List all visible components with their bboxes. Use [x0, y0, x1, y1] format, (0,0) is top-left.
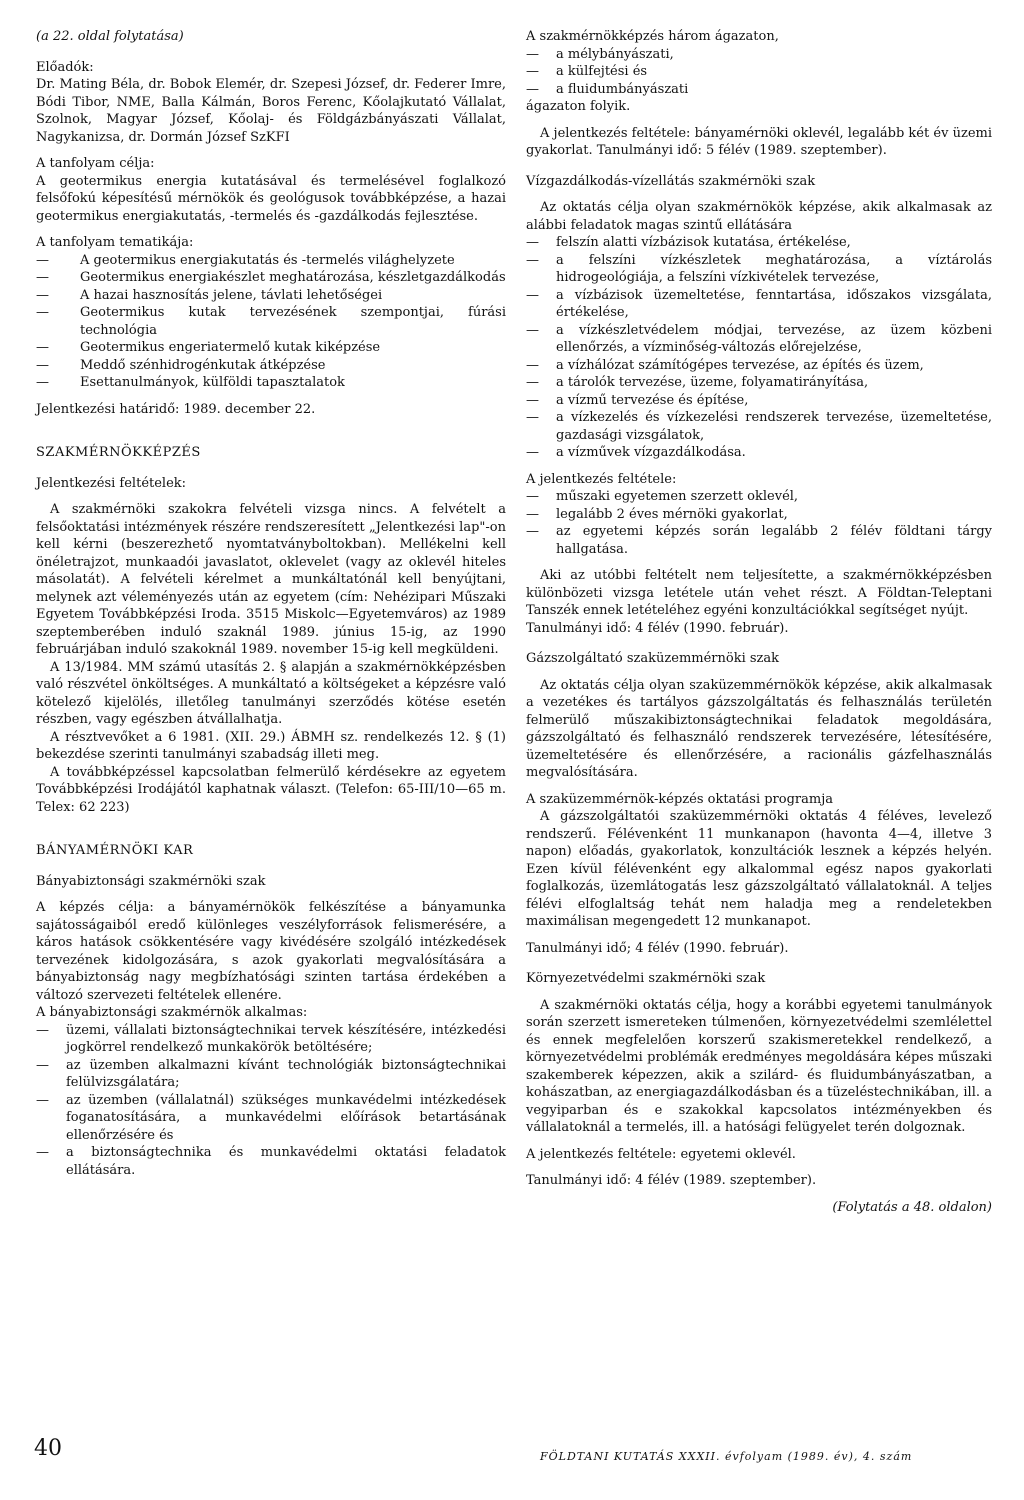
conditions-label: Jelentkezési feltételek:	[36, 475, 187, 491]
list-item: — legalább 2 éves mérnöki gyakorlat,	[526, 506, 788, 522]
list-item: — a tárolók tervezése, üzeme, folyamatirányítása,	[526, 375, 869, 390]
list-item: — A hazai hasznosítás jelene, távlati lehetőségei	[36, 287, 383, 303]
list-item: — Geotermikus engeriatermelő kutak kiképzése	[36, 340, 381, 355]
section-title-szakmernokkepzes: SZAKMÉRNÖKKÉPZÉS	[36, 445, 201, 460]
list-item: — a vízbázisok üzemeltetése, fenntartása, időszakos vizsgálata, értékelése,	[526, 287, 992, 320]
bany-list	[36, 1022, 506, 1180]
bany-aim: A képzés célja: a bányamérnökök felkészítése a bányamunka sajátosságaiból eredő különleges veszélyforrások felismerésére, a káros hatások csökkentésére vagy kivédésére szolgáló intézkedések tervezének kidolgozására, s azok gyakorlati megvalósítására a bányabiztonság nagy megbízhatósági szinten tartása érdekében a változó szervezeti feltételek ellenére.	[36, 900, 506, 1003]
viz-duration: Tanulmányi idő: 4 félév (1990. február).	[526, 620, 789, 636]
list-item: — a vízmű tervezése és építése,	[526, 392, 749, 408]
list-item: — az üzemben alkalmazni kívánt technológiák biztonságtechnikai felülvizsgálatára;	[36, 1057, 506, 1090]
presenters-label: Előadók:	[36, 59, 94, 75]
requirements: A jelentkezés feltétele: bányamérnöki oklevél, legalább két év üzemi gyakorlat. Tanulmányi idő: 5 félév (1989. szeptember).	[526, 125, 992, 158]
list-item: — Esettanulmányok, külföldi tapasztalatok	[36, 375, 345, 390]
list-item: — Geotermikus kutak tervezésének szempontjai, fúrási technológia	[36, 305, 506, 338]
gaz-aim: Az oktatás célja olyan szaküzemmérnökök képzése, akik alkalmasak a vezetékes és tartályos gázszolgáltatás és felhasználás területén felmerülő műszakibiztonságtechnikai feladatok megoldására, gázszolgáltató és felhasználó rendszerek tervezésére, létesítésére, üzemeltetésére és ellenőrzésére, a racionális gázfelhasználás megvalósítására.	[526, 677, 992, 780]
list-item: — A geotermikus energiakutatás és -termelés világhelyzete	[36, 252, 455, 268]
continued-on-page: (Folytatás a 48. oldalon)	[832, 1199, 992, 1215]
list-item: — a biztonságtechnika és munkavédelmi oktatási feladatok ellátására.	[36, 1145, 506, 1178]
list-item: — az üzemben (vállalatnál) szükséges munkavédelmi intézkedések foganatosítására, a munkavédelmi előírások betartásának ellenőrzésére és	[36, 1092, 506, 1143]
viz-diff: Aki az utóbbi feltételt nem teljesítette, a szakmérnökképzésben különbözeti vizsga letétele után vehet részt. A Földtan-Teleptani Tanszék ennek letételéhez egyéni konzultációkkal segítséget nyújt.	[526, 568, 992, 618]
topics-list	[36, 252, 506, 392]
viz-title: Vízgazdálkodás-vízellátás szakmérnöki szak	[526, 173, 816, 189]
presenters-list: Dr. Mating Béla, dr. Bobok Elemér, dr. Szepesi József, dr. Federer Imre, Bódi Tibor, NME, Balla Kálmán, Boros Ferenc, Kőolajkutató Vállalat, Szolnok, Magyar József, Kőolaj- és Földgázbányászati Vállalat, Nagykanizsa, dr. Dormán József SzKFI	[36, 77, 506, 145]
gaz-title: Gázszolgáltató szaküzemmérnöki szak	[526, 651, 780, 666]
list-item: — műszaki egyetemen szerzett oklevél,	[526, 489, 799, 504]
conditions-paragraph: A 13/1984. MM számú utasítás 2. § alapján a szakmérnökképzésben való részvétel önköltséges. A munkáltató a költségeket a képzésre való kötelező kijelölés, illetőleg tanulmányi szerződés kötése esetén részben, vagy egészben átvállalhatja.	[36, 659, 506, 727]
left-column	[36, 28, 506, 1179]
list-item: — a külfejtési és	[526, 64, 648, 79]
branches-intro: A szakmérnökképzés három ágazaton,	[526, 29, 779, 44]
list-item: — a vízkészletvédelem módjai, tervezése, az üzem közbeni ellenőrzés, a vízminőség-változás előrejelzése,	[526, 322, 992, 355]
list-item: — a mélybányászati,	[526, 46, 674, 62]
korny-duration: Tanulmányi idő: 4 félév (1989. szeptember).	[526, 1173, 817, 1188]
topics-label: A tanfolyam tematikája:	[36, 235, 194, 250]
list-item: — a fluidumbányászati	[526, 81, 689, 97]
journal-footer: FÖLDTANI KUTATÁS XXXII. évfolyam (1989. év), 4. szám	[540, 1450, 913, 1463]
list-item: — a vízhálózat számítógépes tervezése, az építés és üzem,	[526, 357, 924, 373]
list-item: — a vízkezelés és vízkezelési rendszerek tervezése, üzemeltetése, gazdasági vizsgálatok,	[526, 410, 992, 443]
viz-req-label: A jelentkezés feltétele:	[526, 471, 677, 487]
conditions-paragraph: A továbbképzéssel kapcsolatban felmerülő kérdésekre az egyetem Továbbképzési Irodájától kaphatnak választ. (Telefon: 65-III/10—65 m. Telex: 62 223)	[36, 764, 506, 815]
viz-list	[526, 234, 992, 462]
list-item: — a vízművek vízgazdálkodása.	[526, 445, 746, 460]
list-item: — üzemi, vállalati biztonságtechnikai tervek készítésére, intézkedési jogkörrel rendelkező munkakörök betöltésére;	[36, 1022, 506, 1055]
conditions-paragraph: A szakmérnöki szakokra felvételi vizsga nincs. A felvételt a felsőoktatási intézmények részére rendszeresített „Jelentkezési lap"-on kell kérni (beszerezhető nyomtatványboltokban). Mellékelni kell önéletrajzot, munkaadói javaslatot, oklevelet (vagy az oklevél hiteles másolatát). A felvételi kérelmet a munkáltatónál kell benyújtani, melynek azt véleményezés után az egyetem (cím: Nehézipari Műszaki Egyetem Továbbképzési Iroda. 3515 Miskolc—Egyetemváros) az 1989 szeptemberében induló szaknál 1989. június 15-ig, az 1990 februárjában induló szakoknál 1989. november 15-ig kell megküldeni.	[36, 502, 506, 657]
korny-aim: A szakmérnöki oktatás célja, hogy a korábbi egyetemi tanulmányok során szerzett ismereteken túlmenően, környezetvédelmi szemlélettel és ennek megfelelően korszerű szakismeretekkel rendelkező, a környezetvédelmi problémák eredményes megoldására képes műszaki szakemberek képezzen, akik a szilárd- és fluidumbányászatban, a kohászatban, az energiagazdálkodásban és a tüzeléstechnikában, ill. a vegyiparban és e szakokkal kapcsolatos intézményekben és vállalatoknál a termelés, ill. a hatósági felügyelet terén dolgoznak.	[526, 997, 992, 1135]
page-number: 40	[34, 1436, 62, 1461]
bany-capable: A bányabiztonsági szakmérnök alkalmas:	[36, 1005, 308, 1020]
korny-title: Környezetvédelmi szakmérnöki szak	[526, 971, 766, 986]
section-title-banyamernoki-kar: BÁNYAMÉRNÖKI KAR	[36, 843, 194, 858]
branches-end: ágazaton folyik.	[526, 99, 631, 114]
gaz-prog: A gázszolgáltatói szaküzemmérnöki oktatás 4 féléves, levelező rendszerű. Félévenként 11 munkanapon (havonta 4—4, illetve 3 napon) előadás, gyakorlatok, konzultációk lesznek a képzés helyén. Ezen kívül félévenként egy alkalommal egész napos gyakorlati foglalkozás, üzemlátogatás lesz gázszolgáltató vállalatoknál. A teljes félévi elfoglaltság tehát nem haladja meg a rendeletekben maximálisan megengedett 12 munkanapot.	[526, 809, 992, 929]
gaz-duration: Tanulmányi idő; 4 félév (1990. február).	[526, 940, 789, 956]
viz-req-list	[526, 488, 992, 558]
gaz-prog-title: A szaküzemmérnök-képzés oktatási programja	[526, 791, 833, 807]
continued-note: (a 22. oldal folytatása)	[36, 29, 184, 44]
deadline: Jelentkezési határidő: 1989. december 22.	[36, 401, 316, 417]
viz-aim: Az oktatás célja olyan szakmérnökök képzése, akik alkalmasak az alábbi feladatok magas szintű ellátására	[526, 200, 992, 233]
list-item: — Meddő szénhidrogénkutak átképzése	[36, 357, 326, 373]
aim-label: A tanfolyam célja:	[36, 156, 155, 171]
aim-text: A geotermikus energia kutatásával és termelésével foglalkozó felsőfokú képesítésű mérnökök és geológusok továbbképzése, a hazai geotermikus energiakutatás, -termelés és -gazdálkodás fejlesztése.	[36, 173, 506, 224]
list-item: — Geotermikus energiakészlet meghatározása, készletgazdálkodás	[36, 270, 506, 285]
right-column	[526, 28, 992, 1216]
list-item: — az egyetemi képzés során legalább 2 félév földtani tárgy hallgatása.	[526, 524, 992, 557]
list-item: — a felszíni vízkészletek meghatározása, a víztárolás hidrogeológiája, a felszíni vízkivételek tervezése,	[526, 252, 992, 285]
conditions-paragraph: A résztvevőket a 6 1981. (XII. 29.) ÁBMH sz. rendelkezés 12. § (1) bekezdése szerinti tanulmányi szabadság illeti meg.	[36, 729, 506, 762]
korny-req: A jelentkezés feltétele: egyetemi oklevél.	[526, 1146, 796, 1162]
list-item: — felszín alatti vízbázisok kutatása, értékelése,	[526, 235, 851, 250]
bany-title: Bányabiztonsági szakmérnöki szak	[36, 873, 266, 889]
